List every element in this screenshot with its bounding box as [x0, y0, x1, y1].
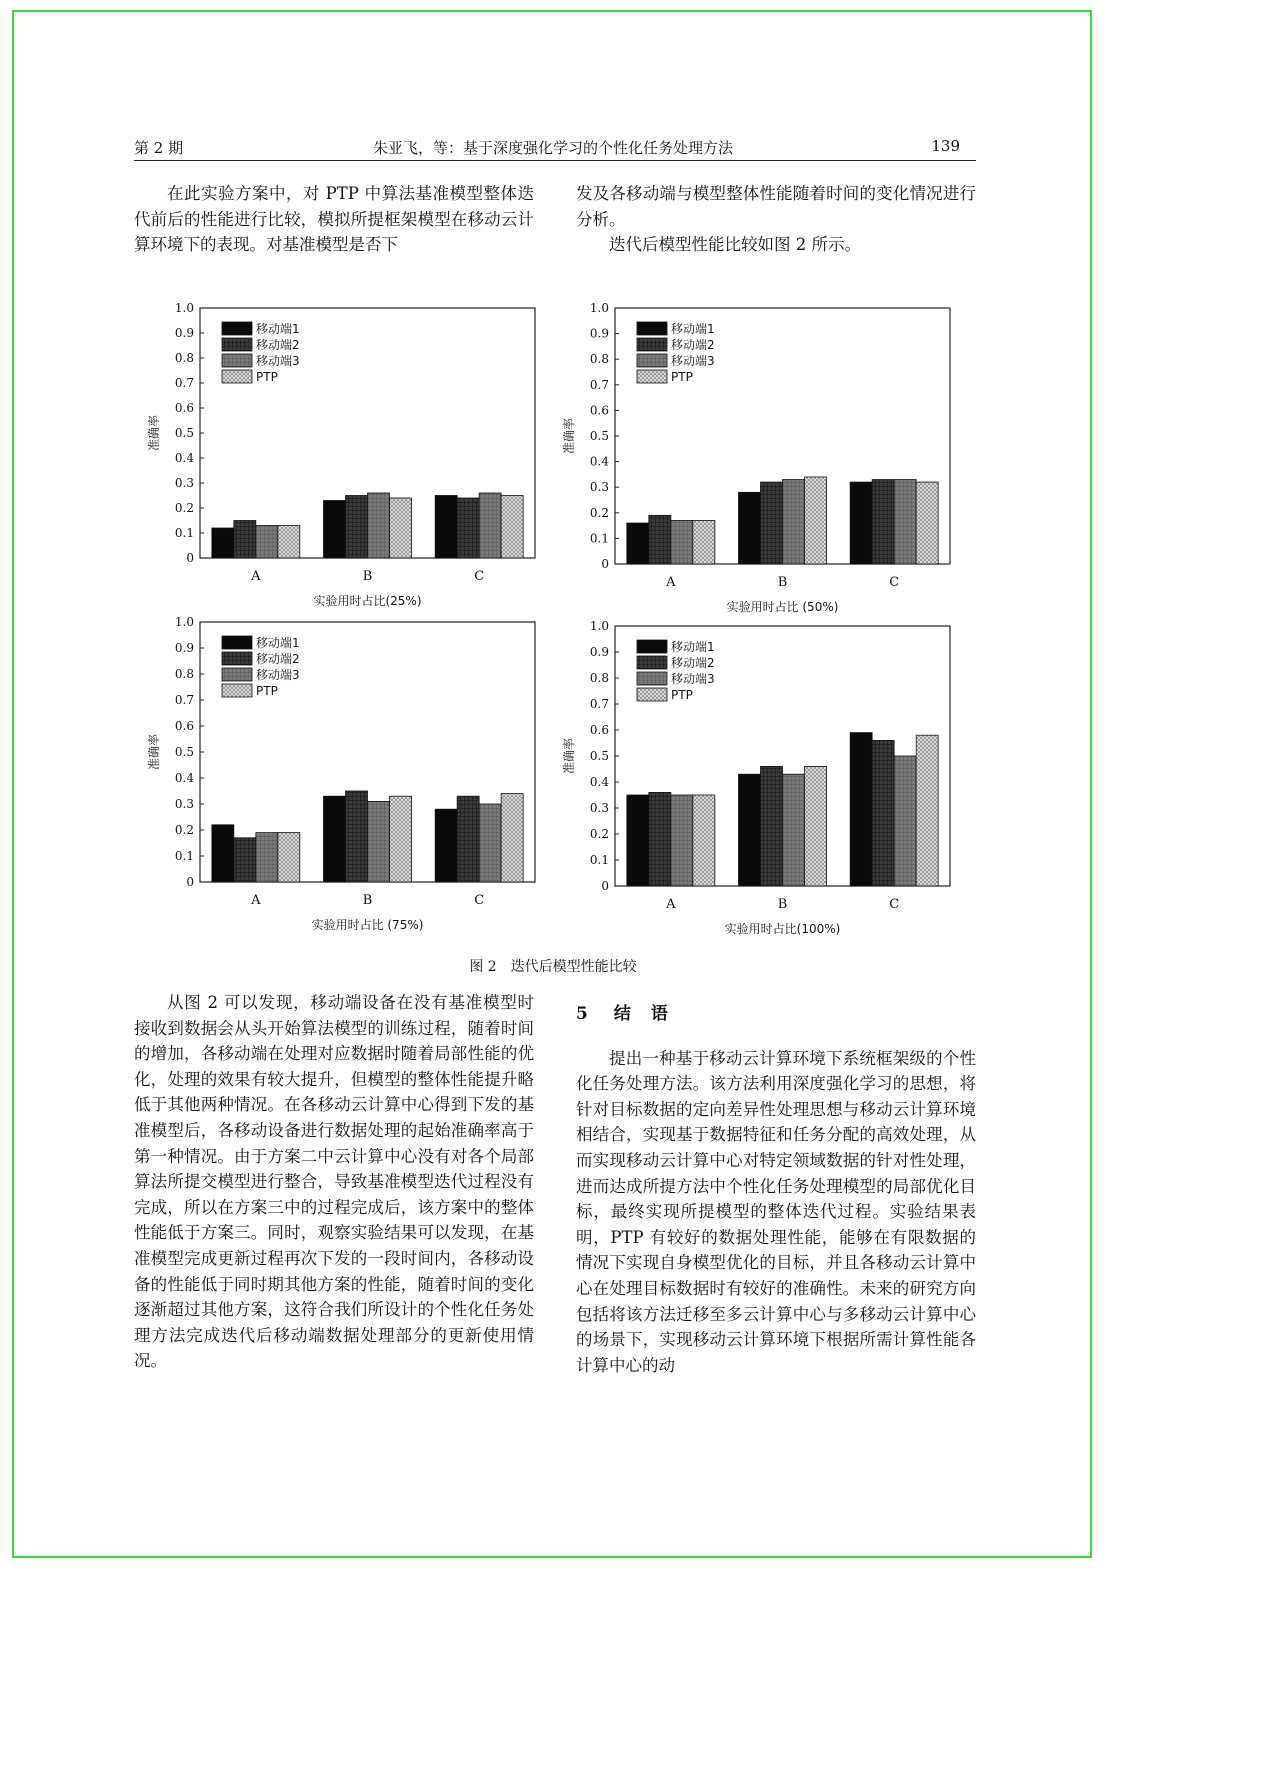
legend-label-3: 移动端3 [671, 672, 715, 686]
legend-label-1: 移动端1 [256, 322, 300, 336]
intro-right-column [576, 181, 976, 258]
y-tick-label: 0.9 [589, 645, 609, 659]
y-tick-label: 0.9 [174, 326, 194, 340]
x-tick-label: C [474, 893, 485, 908]
x-tick-label: C [474, 569, 485, 584]
y-tick-label: 0.6 [174, 401, 194, 415]
legend-swatch-3 [222, 668, 252, 681]
y-tick-label: 0.7 [589, 697, 609, 711]
legend-swatch-1 [637, 322, 667, 335]
section-title-char-2: 语 [650, 1004, 668, 1024]
x-axis-label: 实验用时占比 (50%) [726, 600, 839, 614]
bar-A-series-4 [693, 520, 715, 564]
bar-B-series-2 [346, 496, 368, 559]
bar-B-series-3 [368, 493, 390, 558]
bar-B-series-3 [368, 801, 390, 882]
bar-B-series-3 [783, 774, 805, 886]
legend-swatch-1 [222, 322, 252, 335]
header-rule [134, 160, 976, 161]
y-tick-label: 0.2 [589, 827, 609, 841]
y-axis-label: 准确率 [562, 737, 576, 775]
bar-C-series-2 [872, 740, 894, 886]
section-heading [576, 1002, 976, 1028]
bar-C-series-2 [457, 498, 479, 558]
bar-C-series-3 [479, 493, 501, 558]
legend-swatch-4 [222, 684, 252, 697]
y-tick-label: 0.8 [589, 352, 609, 367]
bar-A-series-2 [649, 515, 671, 564]
y-tick-label: 0 [186, 875, 194, 889]
x-tick-label: B [362, 569, 373, 584]
bar-C-series-1 [435, 496, 457, 559]
y-axis-label: 准确率 [562, 417, 576, 455]
x-tick-label: A [251, 569, 261, 584]
x-axis-label: 实验用时占比 (75%) [311, 918, 424, 932]
bar-C-series-4 [916, 482, 938, 564]
y-tick-label: 0.7 [174, 693, 194, 707]
y-tick-label: 0.3 [174, 476, 194, 490]
bar-A-series-2 [234, 838, 256, 882]
legend-label-1: 移动端1 [671, 640, 715, 654]
legend-swatch-2 [222, 338, 252, 351]
legend-swatch-4 [637, 370, 667, 383]
legend-label-4: PTP [671, 688, 693, 702]
bar-A-series-3 [256, 526, 278, 559]
bar-C-series-1 [435, 809, 457, 882]
legend-swatch-1 [637, 640, 667, 653]
y-tick-label: 0.5 [589, 749, 609, 763]
y-tick-label: 0.7 [174, 376, 194, 390]
legend-swatch-1 [222, 636, 252, 649]
x-tick-label: A [251, 893, 261, 908]
bar-A-series-3 [671, 795, 693, 886]
x-tick-label: A [666, 897, 676, 912]
y-tick-label: 0.2 [174, 501, 194, 515]
bar-B-series-1 [739, 774, 761, 886]
x-tick-label: B [777, 575, 788, 590]
figure-caption: 图 2 迭代后模型性能比较 [469, 959, 637, 975]
y-tick-label: 0.2 [589, 505, 609, 520]
legend-label-2: 移动端2 [256, 338, 300, 352]
x-tick-label: B [362, 893, 373, 908]
bar-C-series-3 [894, 480, 916, 564]
legend-label-3: 移动端3 [671, 354, 715, 368]
bar-B-series-1 [324, 501, 346, 559]
section-title-char-1: 结 [613, 1004, 631, 1024]
bar-A-series-1 [212, 528, 234, 558]
bar-A-series-3 [256, 833, 278, 882]
x-axis-label: 实验用时占比(100%) [724, 922, 841, 936]
legend-swatch-4 [637, 688, 667, 701]
y-tick-label: 0.4 [174, 771, 194, 785]
bar-A-series-1 [212, 825, 234, 882]
legend-swatch-2 [637, 656, 667, 669]
bar-A-series-2 [649, 792, 671, 886]
y-tick-label: 0 [186, 551, 194, 565]
legend-label-4: PTP [671, 370, 693, 384]
y-tick-label: 0.3 [174, 797, 194, 811]
bar-B-series-1 [324, 796, 346, 882]
y-tick-label: 0.2 [174, 823, 194, 837]
section-number: 5 [576, 1004, 588, 1024]
bar-C-series-2 [872, 480, 894, 564]
bar-C-series-4 [501, 794, 523, 882]
y-tick-label: 0.3 [589, 801, 609, 815]
bar-A-series-1 [627, 795, 649, 886]
y-tick-label: 0.6 [174, 719, 194, 733]
y-tick-label: 0.5 [589, 429, 609, 443]
intro-left-column [134, 181, 534, 258]
y-tick-label: 0.8 [174, 667, 194, 681]
chart-100 [555, 616, 965, 938]
bar-B-series-2 [761, 482, 783, 564]
y-tick-label: 0.6 [589, 403, 609, 418]
bar-A-series-1 [627, 523, 649, 564]
y-tick-label: 0.7 [589, 377, 609, 392]
bar-C-series-3 [894, 756, 916, 886]
y-tick-label: 0.9 [174, 641, 194, 655]
page-number: 139 [931, 137, 960, 155]
bar-B-series-4 [805, 477, 827, 564]
y-tick-label: 1.0 [589, 301, 609, 315]
legend-label-3: 移动端3 [256, 668, 300, 682]
bar-B-series-1 [739, 492, 761, 564]
conclusion-paragraph: 提出一种基于移动云计算环境下系统框架级的个性化任务处理方法。该方法利用深度强化学习的思想，将针对目标数据的定向差异性处理思想与移动云计算环境相结合，实现基于数据特征和任务分配的高效处理，从而实现移动云计算中心对特定领域数据的针对性处理，进而达成所提方法中个性化任务处理模型的局部优化目标，最终实现所提模型的整体迭代过程。实验结果表明，PTP 有较好的数据处理性能，能够在有限数据的情况下实现自身模型优化的目标，并且各移动云计算中心在处理目标数据时有较好的准确性。未来的研究方向包括将该方法迁移至多云计算中心与多移动云计算中心的场景下，实现移动云计算环境下根据所需计算性能各计算中心的动 [576, 1048, 976, 1375]
bar-B-series-2 [346, 791, 368, 882]
y-tick-label: 0.9 [589, 326, 609, 341]
legend-swatch-4 [222, 370, 252, 383]
intro-left-paragraph: 在此实验方案中，对 PTP 中算法基准模型整体迭代前后的性能进行比较，模拟所提框架模型在移动云计算环境下的表现。对基准模型是否下 [134, 184, 534, 255]
chart-25 [140, 298, 550, 610]
bar-C-series-4 [501, 496, 523, 559]
bar-B-series-2 [761, 766, 783, 886]
x-tick-label: C [889, 575, 900, 590]
y-tick-label: 0.8 [589, 671, 609, 685]
y-tick-label: 0.1 [589, 531, 609, 546]
bar-B-series-3 [783, 480, 805, 564]
legend-label-2: 移动端2 [256, 652, 300, 666]
legend-swatch-2 [222, 652, 252, 665]
legend-label-4: PTP [256, 370, 278, 384]
y-tick-label: 0.5 [174, 426, 194, 440]
chart-50 [555, 298, 965, 616]
bar-A-series-2 [234, 521, 256, 559]
legend-swatch-2 [637, 338, 667, 351]
x-tick-label: C [889, 897, 900, 912]
legend-label-4: PTP [256, 684, 278, 698]
y-tick-label: 1.0 [174, 615, 194, 629]
y-tick-label: 1.0 [589, 619, 609, 633]
bar-A-series-3 [671, 520, 693, 564]
bar-A-series-4 [278, 526, 300, 559]
y-tick-label: 0.4 [174, 451, 194, 465]
y-tick-label: 0.4 [589, 775, 609, 789]
legend-swatch-3 [637, 672, 667, 685]
y-tick-label: 1.0 [174, 301, 194, 315]
bar-C-series-3 [479, 804, 501, 882]
y-axis-label: 准确率 [147, 414, 161, 452]
x-tick-label: A [666, 575, 676, 590]
y-tick-label: 0.5 [174, 745, 194, 759]
bar-A-series-4 [693, 795, 715, 886]
body-left-column [134, 990, 534, 1374]
legend-label-3: 移动端3 [256, 354, 300, 368]
bar-C-series-2 [457, 796, 479, 882]
y-tick-label: 0 [601, 879, 609, 893]
legend-label-1: 移动端1 [671, 322, 715, 336]
legend-swatch-3 [222, 354, 252, 367]
running-title: 朱亚飞，等：基于深度强化学习的个性化任务处理方法 [372, 139, 733, 157]
x-tick-label: B [777, 897, 788, 912]
bar-B-series-4 [390, 498, 412, 558]
intro-right-paragraph-1: 发及各移动端与模型整体性能随着时间的变化情况进行分析。 [576, 184, 976, 229]
y-tick-label: 0.1 [589, 853, 609, 867]
body-right-column [576, 1002, 976, 1378]
bar-C-series-1 [850, 482, 872, 564]
y-axis-label: 准确率 [147, 733, 161, 771]
y-tick-label: 0.4 [589, 454, 609, 469]
bar-C-series-1 [850, 733, 872, 886]
y-tick-label: 0.6 [589, 723, 609, 737]
legend-label-1: 移动端1 [256, 636, 300, 650]
bar-C-series-4 [916, 735, 938, 886]
bar-B-series-4 [805, 766, 827, 886]
chart-75 [140, 612, 550, 934]
legend-label-2: 移动端2 [671, 338, 715, 352]
legend-label-2: 移动端2 [671, 656, 715, 670]
bar-B-series-4 [390, 796, 412, 882]
y-tick-label: 0.1 [174, 849, 194, 863]
y-tick-label: 0 [601, 557, 609, 571]
body-left-paragraph: 从图 2 可以发现，移动端设备在没有基准模型时接收到数据会从头开始算法模型的训练过程，随着时间的增加，各移动端在处理对应数据时随着局部性能的优化，处理的效果有较大提升，但模型的整体性能提升略低于其他两种情况。在各移动云计算中心得到下发的基准模型后，各移动设备进行数据处理的起始准确率高于第一种情况。由于方案二中云计算中心没有对各个局部算法所提交模型进行整合，导致基准模型迭代过程没有完成，所以在方案三中的过程完成后，该方案中的整体性能低于方案三。同时，观察实验结果可以发现，在基准模型完成更新过程再次下发的一段时间内，各移动设备的性能低于同时期其他方案的性能，随着时间的变化逐渐超过其他方案，这符合我们所设计的个性化任务处理方法完成迭代后移动端数据处理部分的更新使用情况。 [134, 993, 534, 1371]
x-axis-label: 实验用时占比(25%) [313, 594, 422, 608]
legend-swatch-3 [637, 354, 667, 367]
bar-A-series-4 [278, 833, 300, 882]
issue-label: 第 2 期 [134, 139, 184, 157]
y-tick-label: 0.3 [589, 480, 609, 495]
y-tick-label: 0.8 [174, 351, 194, 365]
intro-right-paragraph-2: 迭代后模型性能比较如图 2 所示。 [609, 235, 861, 255]
y-tick-label: 0.1 [174, 526, 194, 540]
